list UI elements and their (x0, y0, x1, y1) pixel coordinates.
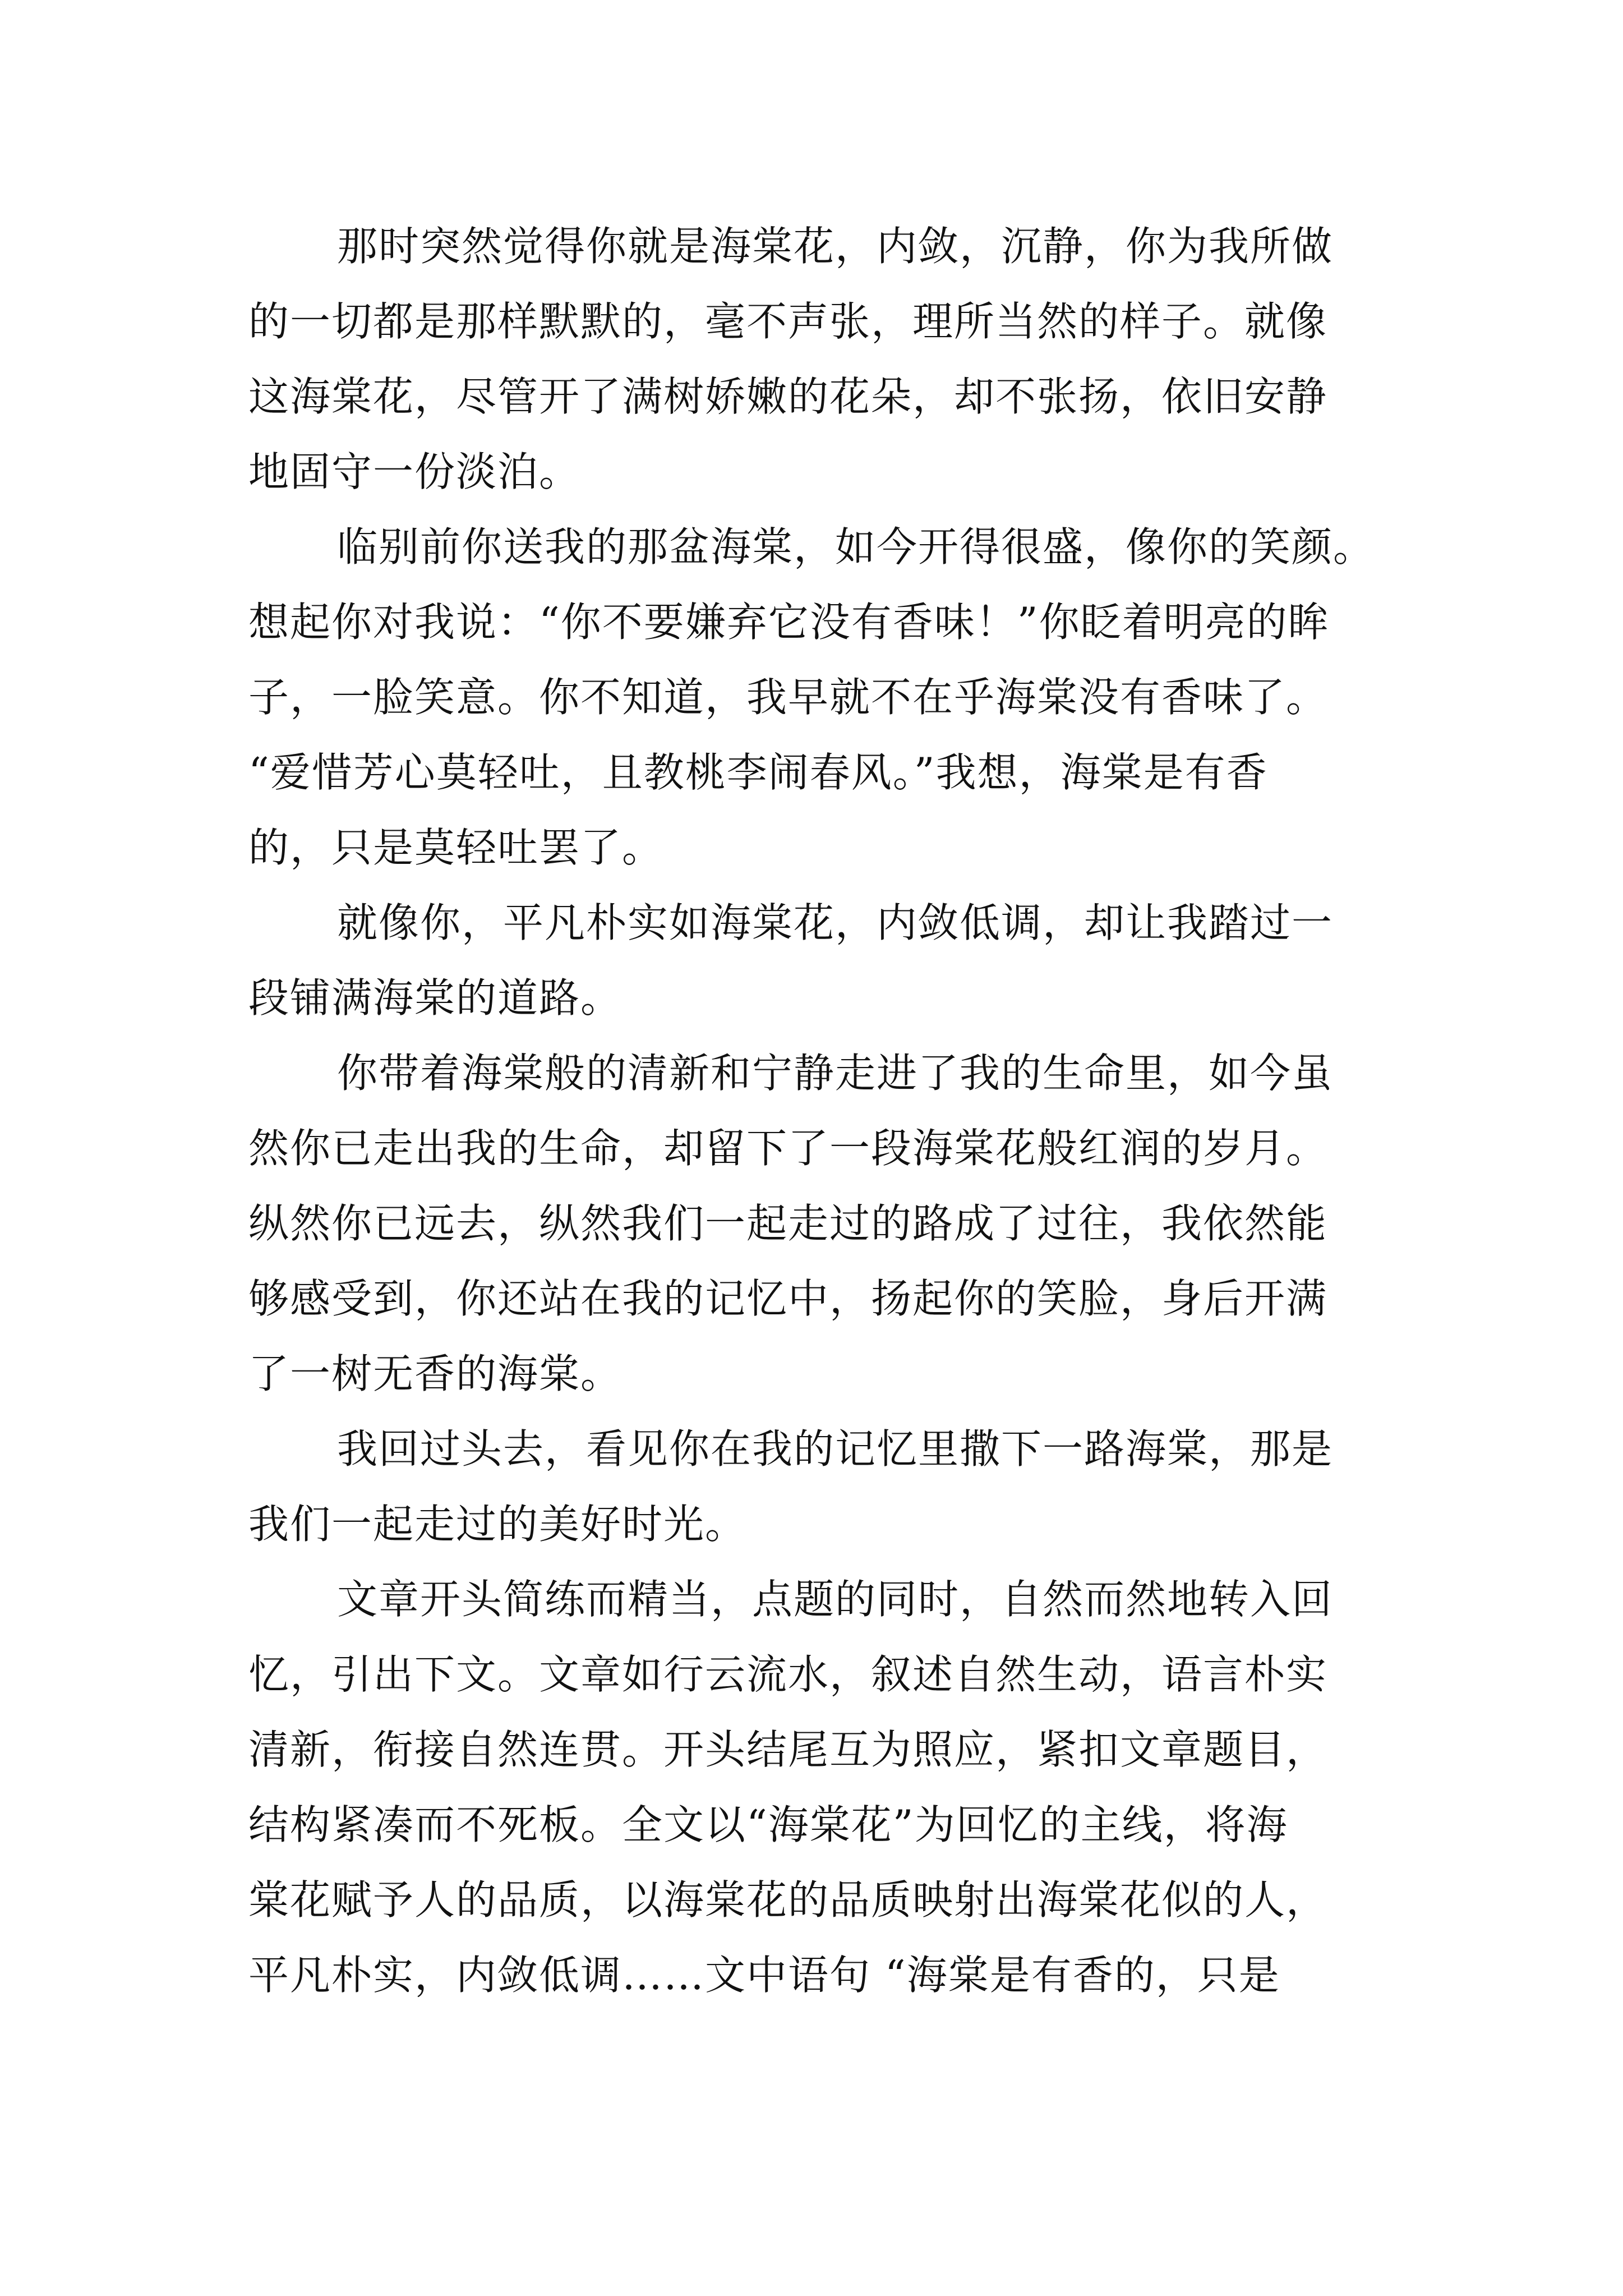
text-line: 忆，引出下文。文章如行云流水，叙述自然生动，语言朴实 (248, 1651, 1328, 1698)
text-line: 纵然你已远去，纵然我们一起走过的路成了过往，我依然能 (248, 1200, 1328, 1247)
text-line: 的一切都是那样默默的，毫不声张，理所当然的样子。就像 (248, 298, 1328, 345)
text-line: 平凡朴实，内敛低调……文中语句 “海棠是有香的，只是 (248, 1952, 1280, 1999)
text-line: 想起你对我说：“你不要嫌弃它没有香味！”你眨着明亮的眸 (248, 599, 1330, 646)
text-line: 然你已走出我的生命，却留下了一段海棠花般红润的岁月。 (248, 1125, 1328, 1172)
essay-body (248, 209, 1378, 2013)
text-line: 够感受到，你还站在我的记忆中，扬起你的笑脸，身后开满 (248, 1275, 1328, 1322)
text-line: 段铺满海棠的道路。 (248, 974, 623, 1022)
text-line: “爱惜芳心莫轻吐，且教桃李闹春风。”我想，海棠是有香 (248, 749, 1268, 796)
text-line: 文章开头简练而精当，点题的同时，自然而然地转入回 (337, 1576, 1334, 1623)
text-line: 了一树无香的海棠。 (248, 1350, 623, 1397)
text-line: 就像你，平凡朴实如海棠花，内敛低调，却让我踏过一 (337, 899, 1334, 946)
text-line: 我回过头去，看见你在我的记忆里撒下一路海棠，那是 (337, 1425, 1334, 1473)
text-line: 这海棠花，尽管开了满树娇嫩的花朵，却不张扬，依旧安静 (248, 373, 1328, 420)
text-line: 我们一起走过的美好时光。 (248, 1501, 747, 1548)
text-line: 棠花赋予人的品质，以海棠花的品质映射出海棠花似的人， (248, 1876, 1328, 1924)
text-line: 地固守一份淡泊。 (248, 448, 581, 495)
text-line: 的，只是莫轻吐罢了。 (248, 824, 664, 871)
text-line: 临别前你送我的那盆海棠，如今开得很盛，像你的笑颜。 (337, 523, 1375, 570)
text-line: 清新，衔接自然连贯。开头结尾互为照应，紧扣文章题目， (248, 1726, 1328, 1773)
text-line: 结构紧凑而不死板。全文以“海棠花”为回忆的主线，将海 (248, 1801, 1288, 1848)
text-line: 子，一脸笑意。你不知道，我早就不在乎海棠没有香味了。 (248, 674, 1328, 721)
text-line: 你带着海棠般的清新和宁静走进了我的生命里，如今虽 (337, 1050, 1334, 1097)
text-line: 那时突然觉得你就是海棠花，内敛，沉静，你为我所做 (337, 223, 1334, 270)
